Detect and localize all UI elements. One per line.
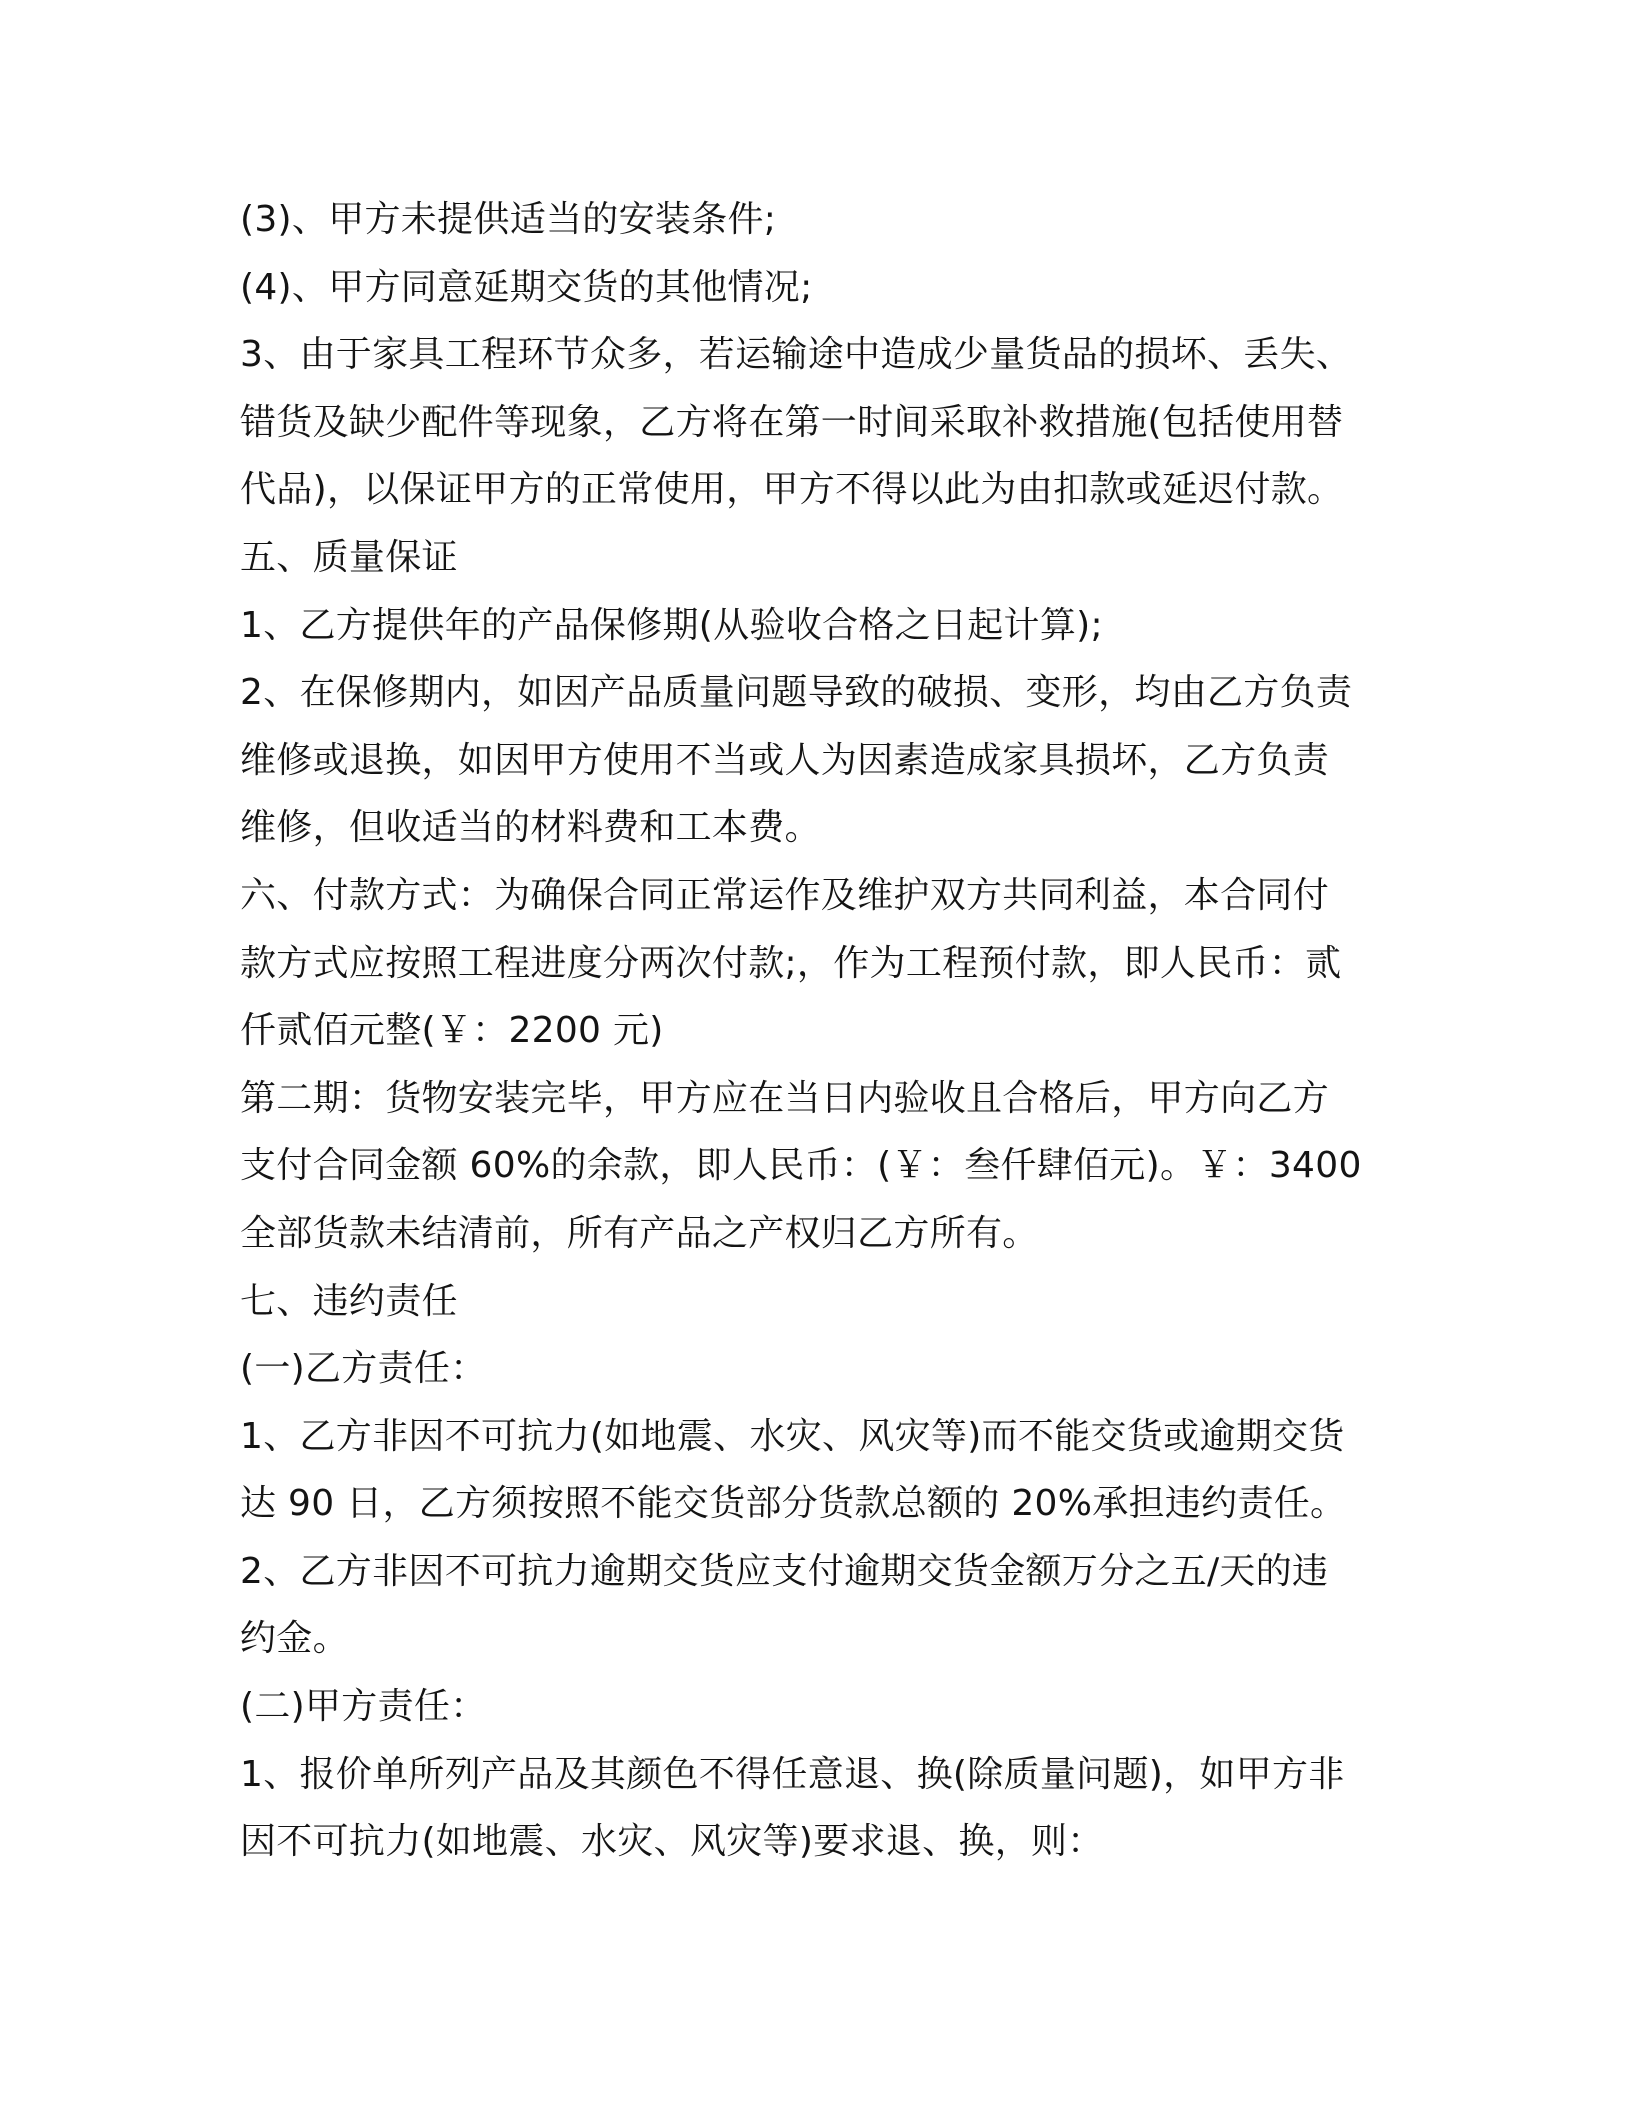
text-line: 因不可抗力(如地震、水灾、风灾等)要求退、换，则： [240,1821,1104,1863]
text-line: 约金。 [240,1618,349,1660]
text-line: 仟贰佰元整(￥：2200 元) [240,1010,664,1052]
section-heading: 五、质量保证 [240,536,458,578]
text-line: 代品)，以保证甲方的正常使用，甲方不得以此为由扣款或延迟付款。 [240,469,1344,511]
text-line: 全部货款未结清前，所有产品之产权归乙方所有。 [240,1212,1039,1254]
text-line: (4)、甲方同意延期交货的其他情况; [240,266,813,308]
text-line: 支付合同金额 60%的余款，即人民币：(￥：叁仟肆佰元)。￥：3400 [240,1145,1362,1187]
text-line: 2、乙方非因不可抗力逾期交货应支付逾期交货金额万分之五/天的违 [240,1550,1329,1592]
section-heading: 六、付款方式：为确保合同正常运作及维护双方共同利益，本合同付 [240,874,1330,916]
text-line: 维修或退换，如因甲方使用不当或人为因素造成家具损坏，乙方负责 [240,739,1330,781]
text-line: 款方式应按照工程进度分两次付款;，作为工程预付款，即人民币：贰 [240,942,1342,984]
text-line: 1、乙方提供年的产品保修期(从验收合格之日起计算); [240,604,1103,646]
text-line: 1、乙方非因不可抗力(如地震、水灾、风灾等)而不能交货或逾期交货 [240,1415,1345,1457]
text-line: (3)、甲方未提供适当的安装条件; [240,199,777,240]
text-line: 第二期：货物安装完毕，甲方应在当日内验收且合格后，甲方向乙方 [240,1077,1330,1119]
text-line: 2、在保修期内，如因产品质量问题导致的破损、变形，均由乙方负责 [240,672,1353,714]
document-body [240,186,1400,1876]
section-heading: 七、违约责任 [240,1280,458,1322]
text-line: 1、报价单所列产品及其颜色不得任意退、换(除质量问题)，如甲方非 [240,1753,1345,1795]
text-line: 错货及缺少配件等现象，乙方将在第一时间采取补救措施(包括使用替 [240,401,1344,443]
subsection-heading: (二)甲方责任： [240,1686,487,1728]
text-line: 达 90 日，乙方须按照不能交货部分货款总额的 20%承担违约责任。 [240,1483,1347,1525]
subsection-heading: (一)乙方责任： [240,1348,487,1390]
text-line: 3、由于家具工程环节众多，若运输途中造成少量货品的损坏、丢失、 [240,334,1353,376]
text-line: 维修，但收适当的材料费和工本费。 [240,807,821,849]
